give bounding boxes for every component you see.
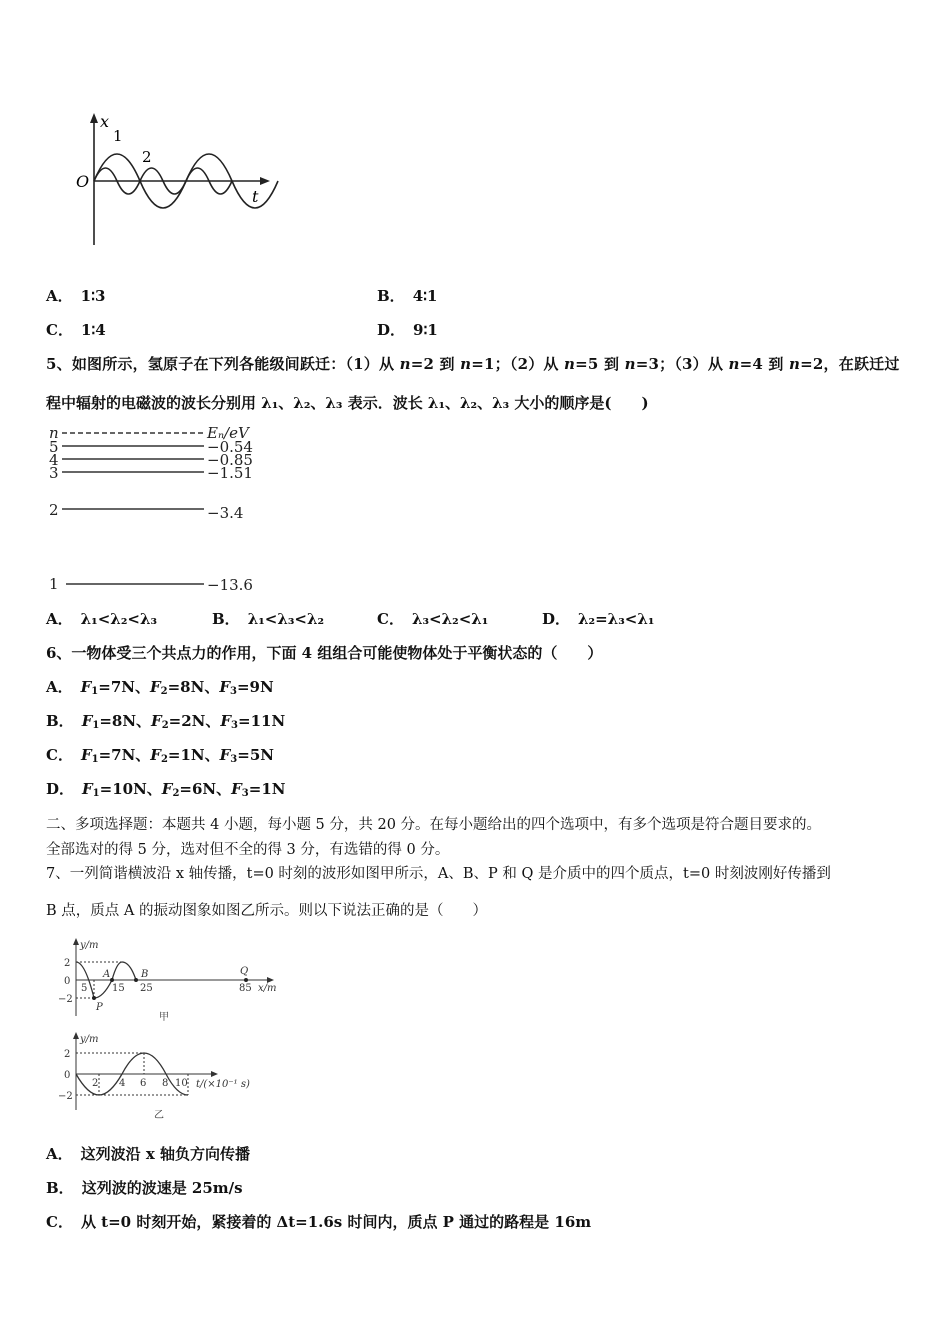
jia-x-tick: 5	[81, 983, 88, 994]
q7-option-a: A． 这列波沿 x 轴负方向传播	[46, 1145, 251, 1163]
section-2-instructions-line-1: 二、多项选择题：本题共 4 小题，每小题 5 分，共 20 分。在每小题给出的四个选项中，有多个选项是符合题目要求的。	[46, 817, 822, 833]
q6-option-d: D． $F_1=10N$、$F_2=6N$、$F_3=1N$	[46, 780, 286, 799]
q6-option-b: B． $F_1=8N$、$F_2=2N$、$F_3=11N$	[46, 712, 286, 731]
energy-level-diagram	[44, 423, 264, 598]
q5-option-a: A． λ₁<λ₂<λ₃	[46, 610, 158, 628]
jia-y-label: y/m	[80, 940, 99, 951]
yi-y-tick: 0	[64, 1070, 71, 1081]
level-e-5: −0.54	[207, 438, 253, 456]
level-e-1: −13.6	[207, 576, 253, 594]
jia-x-tick: 85	[239, 983, 252, 994]
jia-x-tick: 25	[140, 983, 153, 994]
yi-y-label: y/m	[80, 1034, 99, 1045]
yi-x-tick: 2	[92, 1078, 99, 1089]
q6-option-c: C． $F_1=7N$、$F_2=1N$、$F_3=5N$	[46, 746, 274, 765]
jia-y-tick: −2	[58, 994, 73, 1005]
level-e-2: −3.4	[207, 504, 244, 522]
n-header: n	[49, 424, 59, 442]
jia-x-label: x/m	[258, 983, 277, 994]
jia-x-tick: 15	[112, 983, 125, 994]
yi-y-tick: 2	[64, 1049, 71, 1060]
q4-option-d: D． 9∶1	[377, 321, 438, 339]
level-n-2: 2	[49, 501, 59, 519]
yi-y-tick: −2	[58, 1091, 73, 1102]
q4-option-a: A． 1∶3	[46, 287, 106, 305]
level-n-4: 4	[49, 451, 59, 469]
curve-1-label: 1	[113, 127, 123, 145]
x-axis-label: x	[100, 112, 110, 131]
level-n-3: 3	[49, 464, 59, 482]
level-e-4: −0.85	[207, 451, 253, 469]
q5-option-c: C． λ₃<λ₂<λ₁	[377, 610, 489, 628]
q5-stem-line-1: 5、如图所示，氢原子在下列各能级间跃迁：（1）从 n=2 到 n=1；（2）从 n=5 到 n=3；（3）从 n=4 到 n=2，在跃迁过	[46, 355, 900, 373]
q7-stem-line-2: B 点，质点 A 的振动图象如图乙所示。则以下说法正确的是（ ）	[46, 903, 487, 919]
yi-x-tick: 8	[162, 1078, 169, 1089]
point-p-label: P	[96, 1002, 103, 1013]
level-n-5: 5	[49, 438, 59, 456]
q6-stem: 6、一物体受三个共点力的作用，下面 4 组组合可能使物体处于平衡状态的（ ）	[46, 644, 603, 662]
q7-stem-line-1: 7、一列简谐横波沿 x 轴传播，t=0 时刻的波形如图甲所示，A、B、P 和 Q 是介质中的四个质点，t=0 时刻波刚好传播到	[46, 866, 831, 882]
energy-header: Eₙ/eV	[207, 424, 249, 442]
oscillation-figure	[60, 105, 280, 255]
point-b-label: B	[141, 969, 149, 980]
q7-option-b: B． 这列波的波速是 25m/s	[46, 1179, 243, 1197]
yi-x-tick: 4	[119, 1078, 126, 1089]
q4-option-c: C． 1∶4	[46, 321, 106, 339]
level-e-3: −1.51	[207, 464, 253, 482]
q4-option-b: B． 4∶1	[377, 287, 438, 305]
jia-y-tick: 2	[64, 958, 71, 969]
yi-x-tick: 6	[140, 1078, 147, 1089]
yi-x-label: t/(×10⁻¹ s)	[196, 1079, 250, 1090]
q5-stem-line-2: 程中辐射的电磁波的波长分别用 λ₁、λ₂、λ₃ 表示．波长 λ₁、λ₂、λ₃ 大小的顺序是( )	[46, 394, 649, 412]
level-n-1: 1	[49, 575, 59, 593]
wave-figure-jia	[44, 934, 284, 1026]
figure-jia-caption: 甲	[159, 1012, 169, 1023]
origin-label: O	[76, 172, 90, 191]
section-2-instructions-line-2: 全部选对的得 5 分，选对但不全的得 3 分，有选错的得 0 分。	[46, 842, 450, 858]
q6-option-a: A． $F_1=7N$、$F_2=8N$、$F_3=9N$	[46, 678, 274, 697]
point-q-label: Q	[240, 966, 249, 977]
jia-y-tick: 0	[64, 976, 71, 987]
t-axis-label: t	[252, 187, 259, 206]
vibration-figure-yi	[44, 1028, 284, 1124]
curve-2-label: 2	[142, 148, 152, 166]
q7-option-c: C． 从 t=0 时刻开始，紧接着的 Δt=1.6s 时间内，质点 P 通过的路程是 16m	[46, 1213, 592, 1231]
yi-x-tick: 10	[175, 1078, 188, 1089]
q5-option-b: B． λ₁<λ₃<λ₂	[212, 610, 325, 628]
point-a-label: A	[103, 969, 111, 980]
q5-option-d: D． λ₂=λ₃<λ₁	[542, 610, 655, 628]
figure-yi-caption: 乙	[154, 1110, 164, 1121]
